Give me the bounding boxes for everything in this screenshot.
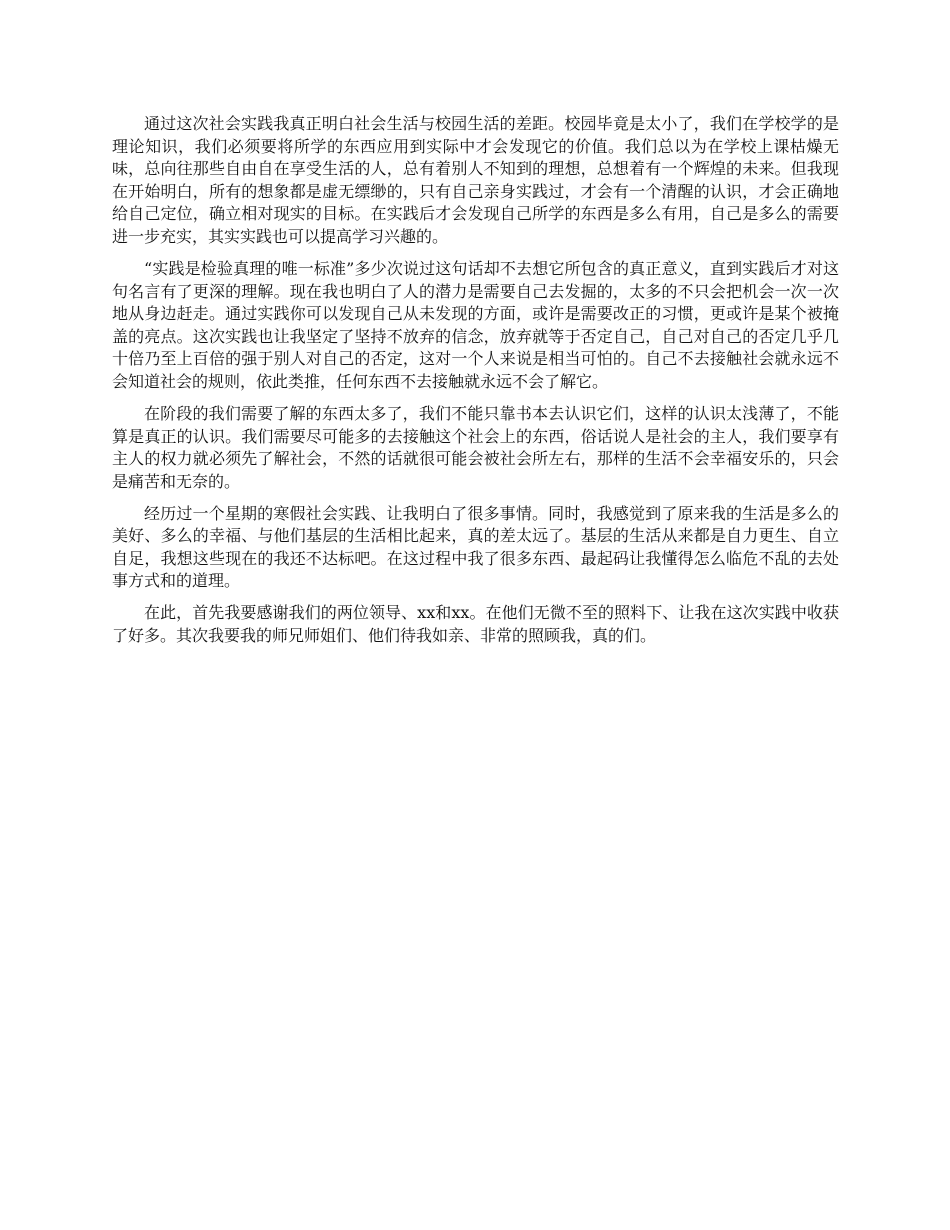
document-body [112,113,839,657]
paragraph-2: “实践是检验真理的唯一标准”多少次说过这句话却不去想它所包含的真正意义，直到实践后才对这句名言有了更深的理解。现在我也明白了人的潜力是需要自己去发掘的，太多的不只会把机会一次一次地从身边赶走。通过实践你可以发现自己从未发现的方面，或许是需要改正的习惯，更或许是某个被掩盖的亮点。这次实践也让我坚定了坚持不放弃的信念，放弃就等于否定自己，自己对自己的否定几乎几十倍乃至上百倍的强于别人对自己的否定，这对一个人来说是相当可怕的。自己不去接触社会就永远不会知道社会的规则，依此类推，任何东西不去接触就永远不会了解它。 [112,258,839,391]
paragraph-4: 经历过一个星期的寒假社会实践、让我明白了很多事情。同时，我感觉到了原来我的生活是多么的美好、多么的幸福、与他们基层的生活相比起来，真的差太远了。基层的生活从来都是自力更生、自立自足，我想这些现在的我还不达标吧。在这过程中我了很多东西、最起码让我懂得怎么临危不乱的去处事方式和的道理。 [112,503,839,591]
paragraph-3: 在阶段的我们需要了解的东西太多了，我们不能只靠书本去认识它们，这样的认识太浅薄了，不能算是真正的认识。我们需要尽可能多的去接触这个社会上的东西，俗话说人是社会的主人，我们要享有主人的权力就必须先了解社会，不然的话就很可能会被社会所左右，那样的生活不会幸福安乐的，只会是痛苦和无奈的。 [112,403,839,491]
paragraph-1: 通过这次社会实践我真正明白社会生活与校园生活的差距。校园毕竟是太小了，我们在学校学的是理论知识，我们必须要将所学的东西应用到实际中才会发现它的价值。我们总以为在学校上课枯燥无味，总向往那些自由自在享受生活的人，总有着别人不知到的理想，总想着有一个辉煌的未来。但我现在开始明白，所有的想象都是虚无缥缈的，只有自己亲身实践过，才会有一个清醒的认识，才会正确地给自己定位，确立相对现实的目标。在实践后才会发现自己所学的东西是多么有用，自己是多么的需要进一步充实，其实实践也可以提高学习兴趣的。 [112,114,839,246]
paragraph-5: 在此，首先我要感谢我们的两位领导、xx和xx。在他们无微不至的照料下、让我在这次实践中收获了好多。其次我要我的师兄师姐们、他们待我如亲、非常的照顾我，真的们。 [112,603,839,646]
